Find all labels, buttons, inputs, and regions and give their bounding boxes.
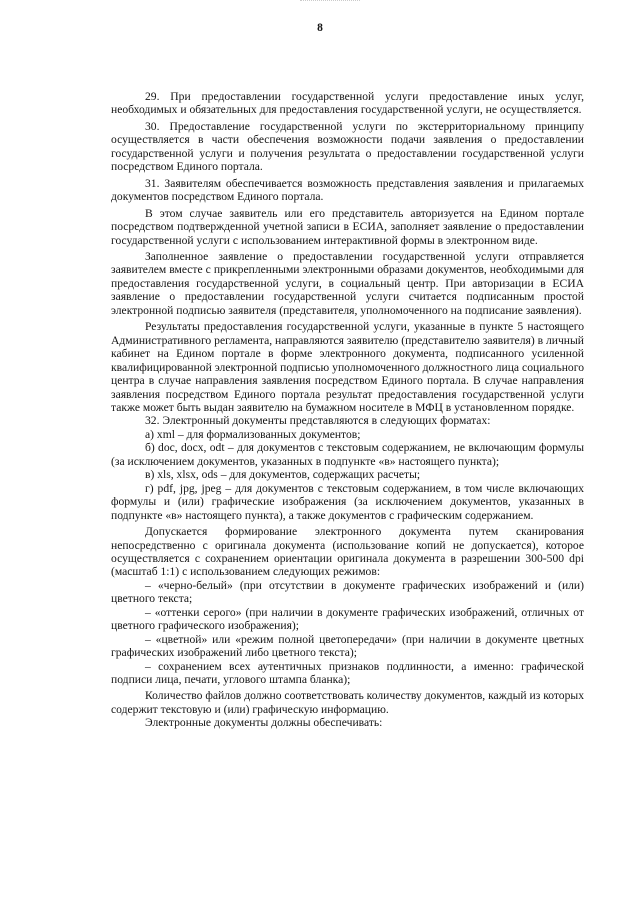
paragraph-requirements: Электронные документы должны обеспечивать: (145, 716, 383, 730)
list-item-g: г) pdf, jpg, jpeg – для документов с текстовым содержанием, в том числе включающих формулы и (или) графические изображения (за исключением документов, указанных в подпункте «в» настоящего пункта), а также документов с графическим содержанием. (111, 481, 584, 522)
mode-authenticity: – сохранением всех аутентичных признаков подлинности, а именно: графической подписи лица, печати, углового штампа бланка); (111, 659, 584, 687)
paragraph-31-submission: Заполненное заявление о предоставлении государственной услуги отправляется заявителем вместе с прикрепленными электронными образами документов, необходимыми для предоставления государственной услуги, в социальный центр. При авторизации в ЕСИА заявление о предоставлении государственной услуги считается подписанным простой электронной подписью заявителя (представителя, уполномоченного на подписание заявления). (111, 249, 584, 317)
paragraph-file-count: Количество файлов должно соответствовать количеству документов, каждый из которых содержит текстовую и (или) графическую информацию. (111, 689, 584, 716)
scan-artifact (300, 0, 360, 6)
page-number: 8 (317, 22, 323, 34)
paragraph-31: 31. Заявителям обеспечивается возможность представления заявления и прилагаемых документов посредством Единого портала. (111, 176, 584, 204)
mode-color: – «цветной» или «режим полной цветопередачи» (при наличии в документе цветных графических изображений либо цветного текста); (111, 632, 584, 660)
paragraph-30: 30. Предоставление государственной услуги по экстерриториальному принципу осуществляется в части обеспечения возможности подачи заявления о предоставлении государственной услуги и получения результата о предоставлении государственной услуги посредством Единого портала. (111, 119, 584, 174)
paragraph-scanning: Допускается формирование электронного документа путем сканирования непосредственно с оригинала документа (использование копий не допускается), которое осуществляется с сохранением ориентации оригинала документа в разрешении 300-500 dpi (масштаб 1:1) с использованием следующих режимов: (111, 525, 584, 579)
list-item-v: в) xls, xlsx, ods – для документов, содержащих расчеты; (145, 468, 421, 482)
paragraph-32: 32. Электронный документы представляются в следующих форматах: (145, 414, 491, 428)
paragraph-31-results: Результаты предоставления государственной услуги, указанные в пункте 5 настоящего Административного регламента, направляются заявителю (представителю заявителя) в личный кабинет на Едином портале в форме электронного документа, подписанного усиленной квалифицированной электронной подписью уполномоченного должностного лица социального центра в случае направления заявления посредством Единого портала. В случае направления заявления посредством Единого портала результат предоставления государственной услуги также может быть выдан заявителю на бумажном носителе в МФЦ в установленном порядке. (111, 320, 584, 414)
paragraph-29: 29. При предоставлении государственной услуги предоставление иных услуг, необходимых и обязательных для предоставления государственной услуги, не осуществляется. (111, 90, 584, 117)
list-item-b: б) doc, docx, odt – для документов с текстовым содержанием, не включающим формулы (за исключением документов, указанных в подпункте «в» настоящего пункта); (111, 441, 584, 468)
mode-black-white: – «черно-белый» (при отсутствии в документе графических изображений и (или) цветного текста; (111, 578, 584, 606)
document-body (111, 90, 584, 730)
paragraph-31-esia: В этом случае заявитель или его представитель авторизуется на Едином портале посредством подтвержденной учетной записи в ЕСИА, заполняет заявление о предоставлении государственной услуги с использованием интерактивной формы в электронном виде. (111, 206, 584, 247)
mode-grayscale: – «оттенки серого» (при наличии в документе графических изображений, отличных от цветного графического изображения); (111, 605, 584, 633)
list-item-a: а) xml – для формализованных документов; (145, 427, 361, 441)
